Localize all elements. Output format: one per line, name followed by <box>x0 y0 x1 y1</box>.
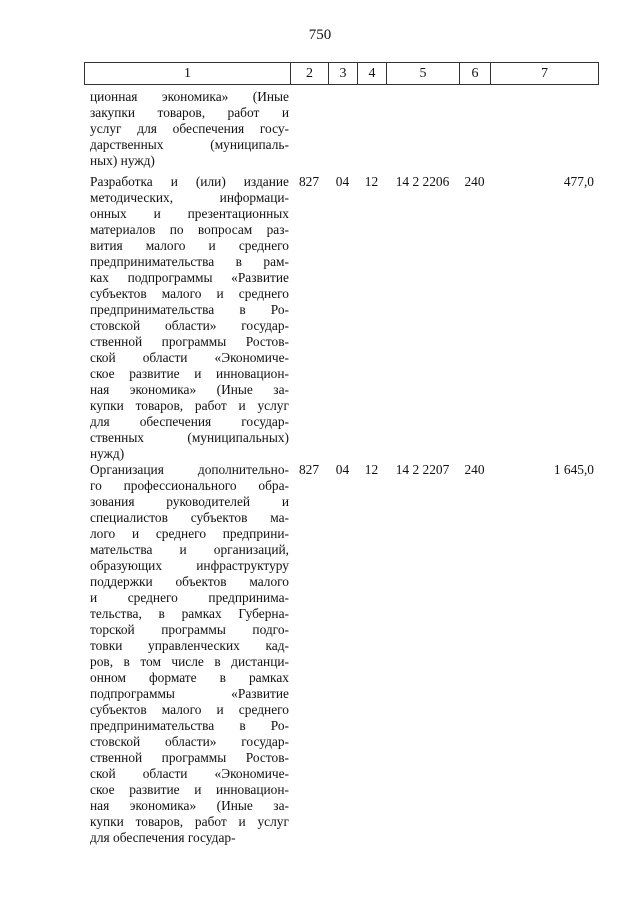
cell-amount: 1 645,0 <box>553 462 594 477</box>
cell-expense-type: 240 <box>464 174 485 189</box>
cell-section: 04 <box>335 462 350 477</box>
description-line: услуг для обеспечения госу- <box>90 121 289 136</box>
description-line: ная экономика» (Иные за- <box>90 382 289 397</box>
description-line: материалов по вопросам раз- <box>90 222 289 237</box>
description-line: для обеспечения государ- <box>90 830 236 845</box>
cell-section: 04 <box>335 174 350 189</box>
description-line: ственной программы Ростов- <box>90 750 289 765</box>
description-line: нужд) <box>90 446 125 461</box>
description-line: товки управленческих кад- <box>90 638 289 653</box>
description-line: субъектов малого и среднего <box>90 286 289 301</box>
description-line: ское развитие и инновацион- <box>90 782 289 797</box>
header-col-4: 4 <box>357 63 386 84</box>
description-line: предпринимательства в Ро- <box>90 718 289 733</box>
description-line: методических, информаци- <box>90 190 289 205</box>
cell-target-article: 14 2 2207 <box>395 462 450 477</box>
cell-amount: 477,0 <box>563 174 594 189</box>
cell-ministry: 827 <box>298 462 320 477</box>
header-col-6: 6 <box>459 63 490 84</box>
description-line: для обеспечения государ- <box>90 414 289 429</box>
description-line: зования руководителей и <box>90 494 289 509</box>
description-line: субъектов малого и среднего <box>90 702 289 717</box>
description-line: подпрограммы «Развитие <box>90 686 289 701</box>
description-line: ционная экономика» (Иные <box>90 89 289 104</box>
description-line: стовской области» государ- <box>90 318 289 333</box>
description-line: ственной программы Ростов- <box>90 334 289 349</box>
cell-expense-type: 240 <box>464 462 485 477</box>
description-line: ных) нужд) <box>90 153 155 168</box>
description-line: и среднего предпринима- <box>90 590 289 605</box>
description-line: вития малого и среднего <box>90 238 289 253</box>
description-line: ской области «Экономиче- <box>90 766 289 781</box>
description-line: торской программы подго- <box>90 622 289 637</box>
description-line: тельства, в рамках Губерна- <box>90 606 289 621</box>
description-line: купки товаров, работ и услуг <box>90 398 289 413</box>
description-line: ров, в том числе в дистанци- <box>90 654 289 669</box>
description-line: ная экономика» (Иные за- <box>90 798 289 813</box>
description-line: мательства и организаций, <box>90 542 289 557</box>
header-col-7: 7 <box>490 63 598 84</box>
description-line: стовской области» государ- <box>90 734 289 749</box>
description-line: купки товаров, работ и услуг <box>90 814 289 829</box>
description-line: образующих инфраструктуру <box>90 558 289 573</box>
description-line: предпринимательства в рам- <box>90 254 289 269</box>
description-line: поддержки объектов малого <box>90 574 289 589</box>
cell-subsection: 12 <box>364 462 379 477</box>
description-line: онном формате в рамках <box>90 670 289 685</box>
cell-subsection: 12 <box>364 174 379 189</box>
description-line: специалистов субъектов ма- <box>90 510 289 525</box>
description-line: предпринимательства в Ро- <box>90 302 289 317</box>
cell-ministry: 827 <box>298 174 320 189</box>
description-line: закупки товаров, работ и <box>90 105 289 120</box>
header-col-3: 3 <box>328 63 357 84</box>
description-line: Разработка и (или) издание <box>90 174 289 189</box>
description-line: го профессионального обра- <box>90 478 289 493</box>
page-number: 750 <box>308 27 332 43</box>
cell-target-article: 14 2 2206 <box>395 174 450 189</box>
header-col-2: 2 <box>290 63 328 84</box>
description-line: онных и презентационных <box>90 206 289 221</box>
table-header <box>84 62 599 85</box>
row-description <box>90 174 289 462</box>
row-description <box>90 462 289 846</box>
description-line: ской области «Экономиче- <box>90 350 289 365</box>
description-line: лого и среднего предприни- <box>90 526 289 541</box>
description-line: ках подпрограммы «Развитие <box>90 270 289 285</box>
description-line: дарственных (муниципаль- <box>90 137 289 152</box>
description-line: Организация дополнительно- <box>90 462 289 477</box>
description-line: ственных (муниципальных) <box>90 430 289 445</box>
description-line: ское развитие и инновацион- <box>90 366 289 381</box>
header-col-1: 1 <box>184 65 191 81</box>
header-col-5: 5 <box>386 63 459 84</box>
row-description <box>90 89 289 169</box>
